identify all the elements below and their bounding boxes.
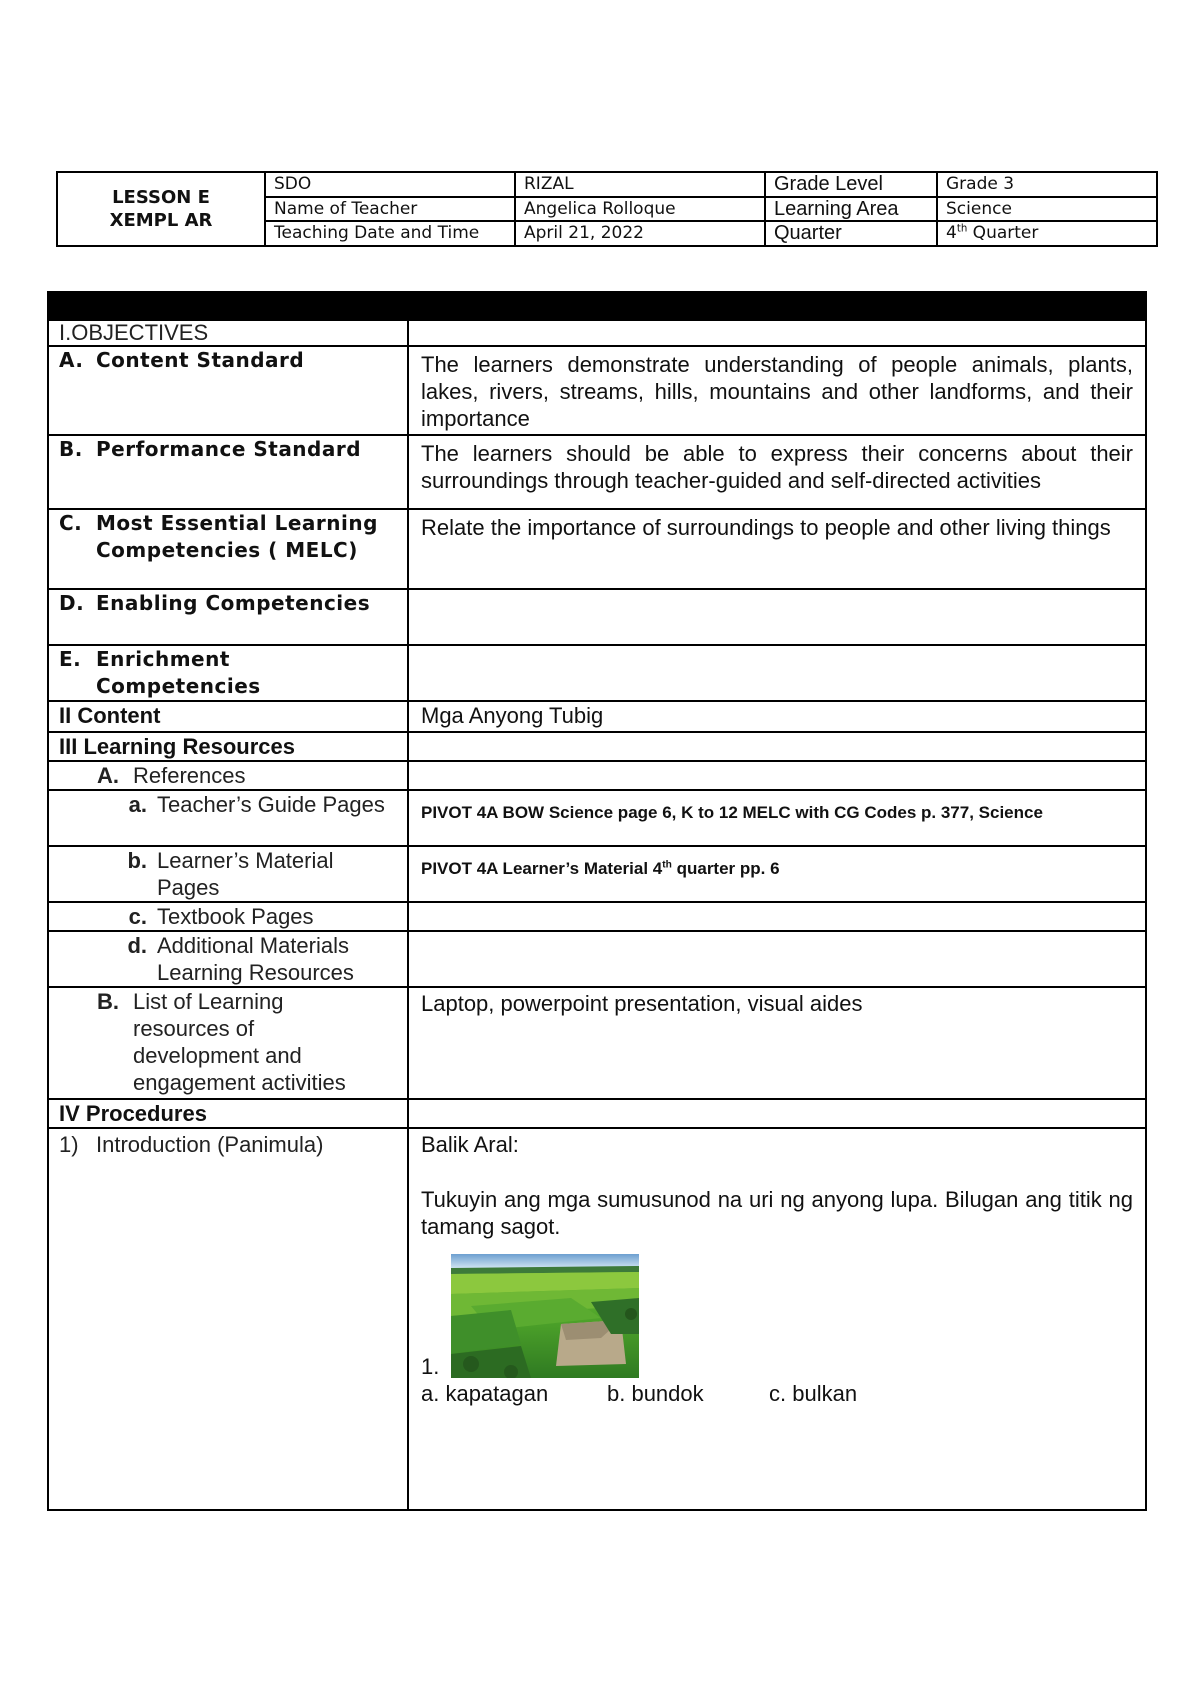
learning-area-label: Learning Area <box>765 197 937 221</box>
header-band <box>48 292 1146 320</box>
performance-standard-text: Performance Standard <box>96 437 362 461</box>
learning-resources-row <box>48 732 1146 761</box>
teachers-guide-label <box>59 791 397 818</box>
teachers-guide-value-cell <box>408 790 1146 846</box>
content-standard-value: The learners demonstrate understanding of people animals, plants, lakes, rivers, streams, hills, mountains and other landforms, and their importance <box>408 346 1146 435</box>
sdo-value: RIZAL <box>515 172 765 197</box>
quarter-value <box>937 221 1157 246</box>
textbook-text: Textbook Pages <box>157 904 314 929</box>
choice-a: a. kapatagan <box>421 1381 549 1406</box>
objectives-row <box>48 320 1146 346</box>
teachers-guide-row <box>48 790 1146 846</box>
textbook-label-cell <box>48 902 408 931</box>
teachers-guide-text: Teacher’s Guide Pages <box>157 792 385 817</box>
lesson-exemplar-title <box>57 172 265 246</box>
additional-materials-text: Additional Materials Learning Resources <box>157 933 354 985</box>
objectives-heading: I.OBJECTIVES <box>48 320 408 346</box>
learning-resources-list-row <box>48 987 1146 1099</box>
objectives-value <box>408 320 1146 346</box>
references-row <box>48 761 1146 790</box>
introduction-content <box>408 1128 1146 1510</box>
performance-standard-value: The learners should be able to express their concerns about their surroundings through teacher-guided and self-directed activities <box>408 435 1146 509</box>
references-marker: A. <box>97 763 119 788</box>
plains-landscape-image <box>451 1254 639 1378</box>
melc-value: Relate the importance of surroundings to people and other living things <box>408 509 1146 589</box>
lesson-exemplar-title-text: LESSON EXEMPL AR <box>109 187 213 231</box>
introduction-row <box>48 1128 1146 1510</box>
introduction-marker: 1) <box>59 1132 79 1157</box>
teaching-date-value: April 21, 2022 <box>515 221 765 246</box>
learners-material-value-b: quarter pp. 6 <box>671 859 780 878</box>
sdo-label: SDO <box>265 172 515 197</box>
enrichment-label <box>59 646 397 700</box>
black-band <box>48 292 1146 320</box>
learners-material-row <box>48 846 1146 902</box>
enabling-label <box>59 590 397 617</box>
answer-choices <box>421 1380 1133 1407</box>
learning-resources-list-value: Laptop, powerpoint presentation, visual aides <box>408 987 1146 1099</box>
teachers-guide-marker: a. <box>128 792 147 817</box>
teacher-name-value: Angelica Rolloque <box>515 197 765 221</box>
learners-material-marker: b. <box>127 848 147 873</box>
quarter-number: 4 <box>946 223 957 243</box>
enrichment-label-cell <box>48 645 408 701</box>
enrichment-value <box>408 645 1146 701</box>
content-standard-text: Content Standard <box>96 348 305 372</box>
learners-material-label <box>59 847 397 901</box>
enrichment-marker: E. <box>59 647 82 671</box>
melc-text: Most Essential Learning Competencies ( MELC) <box>96 511 378 562</box>
enabling-value <box>408 589 1146 645</box>
learning-resources-list-label-cell <box>48 987 408 1099</box>
references-value <box>408 761 1146 790</box>
additional-materials-label-cell <box>48 931 408 987</box>
textbook-label <box>59 903 397 930</box>
procedures-row <box>48 1099 1146 1128</box>
performance-standard-marker: B. <box>59 437 83 461</box>
additional-materials-label <box>59 932 397 986</box>
content-row <box>48 701 1146 732</box>
enrichment-text: Enrichment Competencies <box>96 647 261 698</box>
performance-standard-row <box>48 435 1146 509</box>
content-standard-label-cell <box>48 346 408 435</box>
additional-materials-row <box>48 931 1146 987</box>
content-standard-marker: A. <box>59 348 84 372</box>
learning-resources-value <box>408 732 1146 761</box>
quarter-suffix: th <box>956 223 968 235</box>
melc-marker: C. <box>59 511 83 535</box>
content-label: II Content <box>48 701 408 732</box>
enrichment-row <box>48 645 1146 701</box>
additional-materials-value <box>408 931 1146 987</box>
learning-resources-list-marker: B. <box>97 989 119 1014</box>
additional-materials-marker: d. <box>127 933 147 958</box>
review-title: Balik Aral: <box>421 1132 519 1157</box>
textbook-marker: c. <box>128 904 147 929</box>
procedures-label: IV Procedures <box>48 1099 408 1128</box>
content-standard-label <box>59 347 397 374</box>
content-standard-row <box>48 346 1146 435</box>
teacher-name-label: Name of Teacher <box>265 197 515 221</box>
introduction-text: Introduction (Panimula) <box>96 1132 324 1157</box>
enabling-label-cell <box>48 589 408 645</box>
enabling-marker: D. <box>59 591 85 615</box>
content-value: Mga Anyong Tubig <box>408 701 1146 732</box>
question-one-number: 1. <box>421 1354 440 1379</box>
performance-standard-label-cell <box>48 435 408 509</box>
procedures-value <box>408 1099 1146 1128</box>
learners-material-value-a: PIVOT 4A Learner’s Material 4 <box>421 859 663 878</box>
learners-material-sup: th <box>662 859 672 871</box>
quarter-label: Quarter <box>765 221 937 246</box>
spacer-2 <box>421 1240 1133 1254</box>
learners-material-value <box>421 859 780 878</box>
question-one <box>421 1254 1133 1380</box>
lesson-plan-table <box>47 291 1147 1511</box>
references-label-cell <box>48 761 408 790</box>
melc-label-cell <box>48 509 408 589</box>
teachers-guide-label-cell <box>48 790 408 846</box>
choice-b: b. bundok <box>607 1381 704 1406</box>
performance-standard-label <box>59 436 397 463</box>
references-label <box>59 762 397 789</box>
review-instruction: Tukuyin ang mga sumusunod na uri ng anyong lupa. Bilugan ang titik ng tamang sagot. <box>421 1187 1133 1239</box>
references-text: References <box>133 763 246 788</box>
spacer <box>421 1158 1133 1186</box>
choice-c: c. bulkan <box>769 1381 858 1406</box>
teaching-date-label: Teaching Date and Time <box>265 221 515 246</box>
grade-level-value: Grade 3 <box>937 172 1157 197</box>
grade-level-label: Grade Level <box>765 172 937 197</box>
lesson-header-table <box>56 171 1158 247</box>
introduction-label-cell <box>48 1128 408 1510</box>
learning-area-value: Science <box>937 197 1157 221</box>
quarter-word: Quarter <box>967 223 1039 243</box>
learning-resources-list-text: List of Learning resources of development and engagement activities <box>133 989 346 1095</box>
enabling-text: Enabling Competencies <box>96 591 371 615</box>
melc-label <box>59 510 397 564</box>
enabling-row <box>48 589 1146 645</box>
textbook-row <box>48 902 1146 931</box>
textbook-value <box>408 902 1146 931</box>
learners-material-label-cell <box>48 846 408 902</box>
learners-material-text: Learner’s Material Pages <box>157 848 334 900</box>
teachers-guide-value: PIVOT 4A BOW Science page 6, K to 12 MELC with CG Codes p. 377, Science <box>421 803 1043 822</box>
learning-resources-list-label <box>59 988 397 1096</box>
introduction-label <box>59 1131 397 1158</box>
melc-row <box>48 509 1146 589</box>
learners-material-value-cell <box>408 846 1146 902</box>
learning-resources-label: III Learning Resources <box>48 732 408 761</box>
